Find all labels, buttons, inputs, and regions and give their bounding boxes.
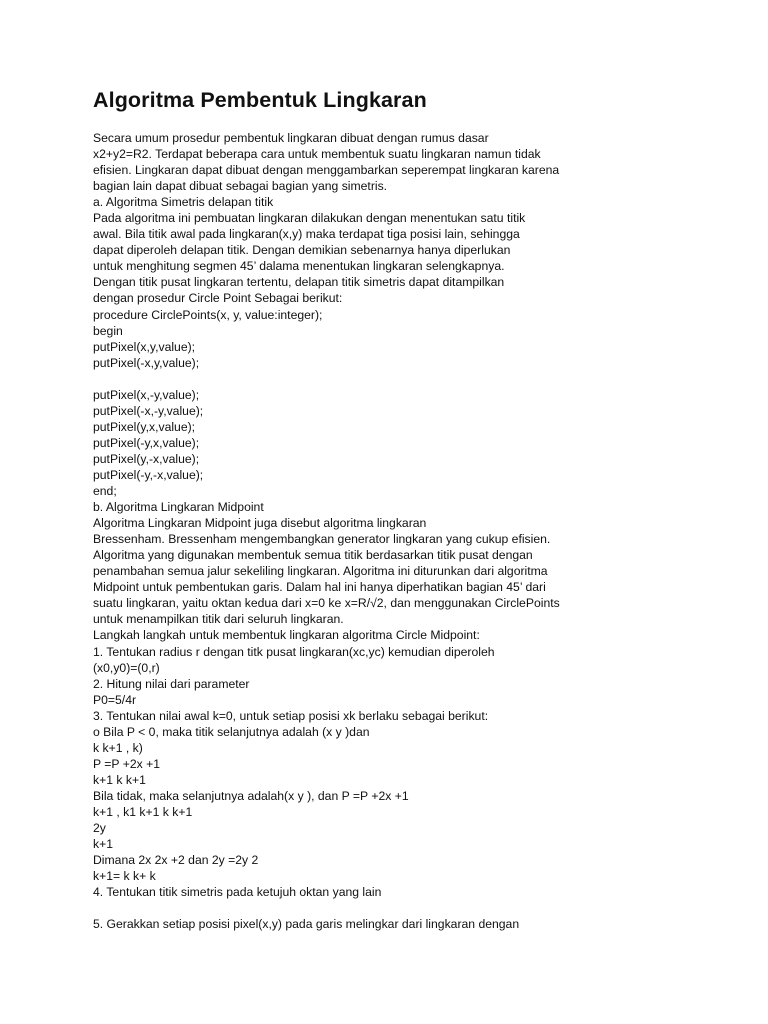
text-line: putPixel(-y,x,value); [93,435,200,450]
text-line: suatu lingkaran, yaitu oktan kedua dari x=0 ke x=R/√2, dan menggunakan CirclePoints [93,596,560,611]
text-line: P =P +2x +1 [93,756,160,771]
text-line: putPixel(y,-x,value); [93,451,200,466]
text-line: Bila tidak, maka selanjutnya adalah(x y ), dan P =P +2x +1 [93,788,409,803]
text-line: efisien. Lingkaran dapat dibuat dengan menggambarkan seperempat lingkaran karena [93,163,560,178]
text-line: untuk menampilkan titik dari seluruh lingkaran. [93,612,344,627]
text-line: begin [93,323,123,338]
text-line: putPixel(x,y,value); [93,339,196,354]
text-line: k+1 [93,837,113,852]
text-line: dapat diperoleh delapan titik. Dengan demikian sebenarnya hanya diperlukan [93,243,511,258]
text-line: dengan prosedur Circle Point Sebagai berikut: [93,291,343,306]
text-line: (x0,y0)=(0,r) [93,660,160,675]
text-line: Dimana 2x 2x +2 dan 2y =2y 2 [93,853,259,868]
text-line: putPixel(y,x,value); [93,419,196,434]
text-line: Dengan titik pusat lingkaran tertentu, delapan titik simetris dapat ditampilkan [93,275,505,290]
text-line: x2+y2=R2. Terdapat beberapa cara untuk membentuk suatu lingkaran namun tidak [93,147,541,162]
text-line [93,900,728,916]
text-line: end; [93,484,117,499]
text-line: bagian lain dapat dibuat sebagai bagian yang simetris. [93,179,388,194]
text-line: 1. Tentukan radius r dengan titk pusat lingkaran(xc,yc) kemudian diperoleh [93,644,495,659]
text-line: 3. Tentukan nilai awal k=0, untuk setiap posisi xk berlaku sebagai berikut: [93,708,489,723]
document-title: Algoritma Pembentuk Lingkaran [93,88,427,112]
text-line [93,371,728,387]
text-line: Bressenham. Bressenham mengembangkan generator lingkaran yang cukup efisien. [93,532,551,547]
text-line: k k+1 , k) [93,740,143,755]
text-line: 2. Hitung nilai dari parameter [93,676,250,691]
text-line: Algoritma yang digunakan membentuk semua titik berdasarkan titik pusat dengan [93,548,533,563]
text-line: putPixel(-x,y,value); [93,355,200,370]
text-line: Pada algoritma ini pembuatan lingkaran dilakukan dengan menentukan satu titik [93,211,526,226]
text-line: Langkah langkah untuk membentuk lingkaran algoritma Circle Midpoint: [93,628,480,643]
text-line: Midpoint untuk pembentukan garis. Dalam hal ini hanya diperhatikan bagian 45’ dari [93,580,546,595]
text-line: k+1 , k1 k+1 k k+1 [93,804,193,819]
text-line: procedure CirclePoints(x, y, value:integer); [93,307,323,322]
text-line: Secara umum prosedur pembentuk lingkaran dibuat dengan rumus dasar [93,131,489,145]
text-line: awal. Bila titik awal pada lingkaran(x,y) maka terdapat tiga posisi lain, sehingga [93,227,520,242]
text-line: k+1= k k+ k [93,869,156,884]
document-body [93,130,728,932]
text-line: penambahan semua jalur sekeliling lingkaran. Algoritma ini diturunkan dari algoritma [93,564,548,579]
text-line: a. Algoritma Simetris delapan titik [93,195,274,210]
text-line: b. Algoritma Lingkaran Midpoint [93,500,264,515]
text-line: untuk menghitung segmen 45’ dalama menentukan lingkaran selengkapnya. [93,259,505,274]
text-line: putPixel(-x,-y,value); [93,403,204,418]
text-line: putPixel(x,-y,value); [93,387,200,402]
text-line: putPixel(-y,-x,value); [93,467,204,482]
text-line: o Bila P < 0, maka titik selanjutnya adalah (x y )dan [93,724,370,739]
text-line: P0=5/4r [93,692,137,707]
text-line: 5. Gerakkan setiap posisi pixel(x,y) pada garis melingkar dari lingkaran dengan [93,917,520,932]
text-line: 4. Tentukan titik simetris pada ketujuh oktan yang lain [93,885,382,900]
text-line: k+1 k k+1 [93,772,146,787]
text-line: 2y [93,821,106,836]
text-line: Algoritma Lingkaran Midpoint juga disebut algoritma lingkaran [93,516,427,531]
